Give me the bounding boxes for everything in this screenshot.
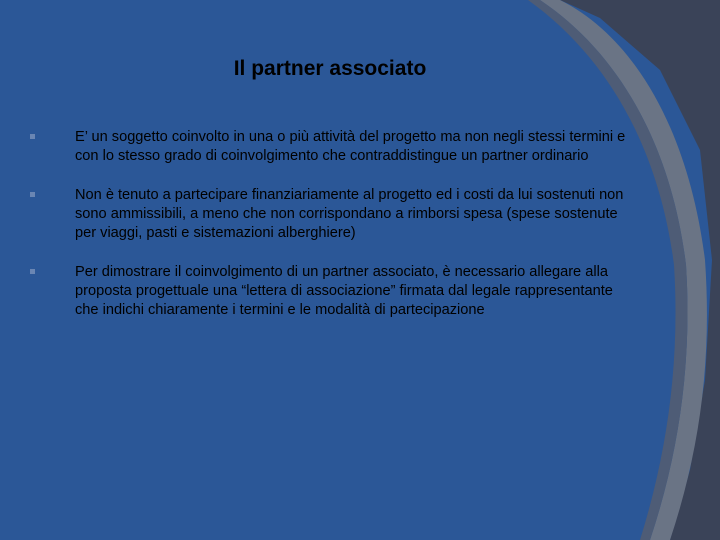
bullet-item-3: [28, 263, 628, 320]
bullet-list: [28, 128, 628, 340]
bullet-text-2: Non è tenuto a partecipare finanziariamente al progetto ed i costi da lui sostenuti non sono ammissibili, a meno che non corrispondano a rimborsi spesa (spese sostenute per viaggi, pasti e sistemazioni alberghiere): [75, 187, 624, 241]
bullet-text-1: E’ un soggetto coinvolto in una o più attività del progetto ma non negli stessi termini e con lo stesso grado di coinvolgimento che contraddistingue un partner ordinario: [75, 129, 626, 164]
square-bullet-icon: [30, 192, 35, 197]
bullet-item-2: [28, 186, 628, 243]
bullet-item-1: [28, 128, 628, 166]
square-bullet-icon: [30, 134, 35, 139]
bullet-text-3: Per dimostrare il coinvolgimento di un partner associato, è necessario allegare alla proposta progettuale una “lettera di associazione” firmata dal legale rappresentante che indichi chiaramente i termini e le modalità di partecipazione: [75, 264, 613, 318]
square-bullet-icon: [30, 269, 35, 274]
slide-title: Il partner associato: [233, 57, 427, 80]
